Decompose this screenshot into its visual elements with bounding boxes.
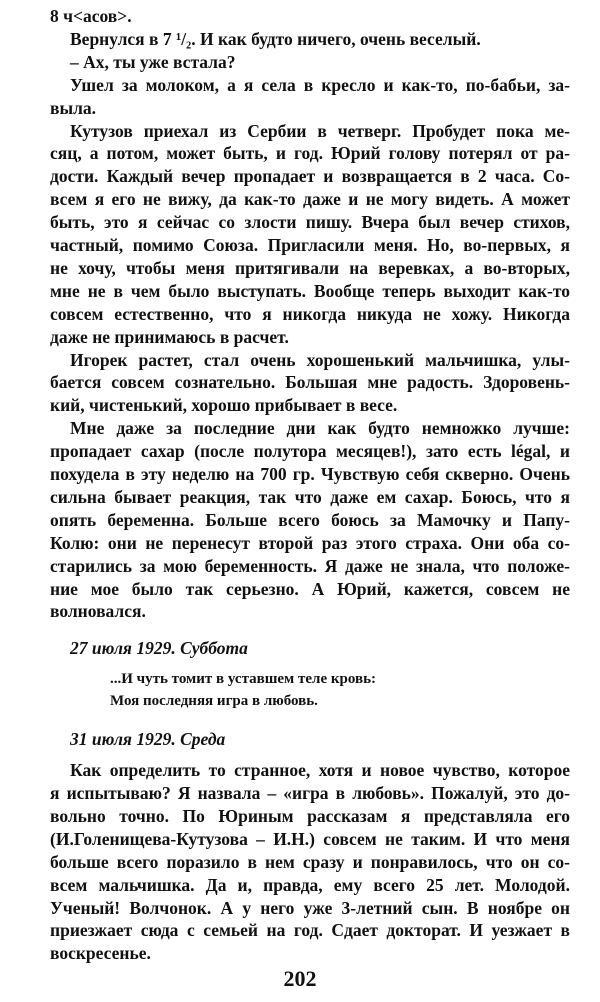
text-line: сяц, а потом, может быть, и год. Юрий голову потерял от ра-: [50, 143, 570, 164]
text-line: пропадает сахар (после полутора месяцев!), зато есть légal, и: [50, 441, 570, 462]
page-number: 202: [283, 966, 317, 991]
text-line: даже не принимаюсь в расчет.: [50, 326, 289, 347]
text-line: старились за мою беременность. Я даже не знала, что положе-: [50, 555, 570, 576]
text-line: приезжает сюда с семьей на год. Сдает докторат. И уезжает в: [50, 920, 570, 941]
text-line: больше всего поразило в нем сразу и понравилось, что он со-: [50, 851, 570, 872]
text-line: Как определить то странное, хотя и новое чувство, которое: [70, 760, 570, 781]
text-line: (И.Голенищева-Кутузова – И.Н.) совсем не таким. И что меня: [50, 828, 570, 849]
text-line: всем я его не вижу, да как-то даже и не могу видеть. А может: [50, 189, 570, 210]
text-line: Ушел за молоком, а я села в кресло и как-то, по-бабьи, за-: [70, 74, 570, 95]
text-line: – Ах, ты уже встала?: [70, 51, 236, 72]
text-line: 8 ч<асов>.: [50, 6, 132, 26]
entry-date-heading: 27 июля 1929. Суббота: [70, 638, 248, 659]
text-line: волновался.: [50, 601, 146, 622]
text-line: совсем естественно, что я никогда никуда не хожу. Никогда: [50, 303, 570, 324]
text-line: опять беременна. Больше всего боюсь за Мамочку и Папу-: [50, 509, 570, 530]
text-line: сильна бывает реакция, так что даже ем сахар. Боюсь, что я: [50, 486, 570, 507]
text-line: выла.: [50, 97, 97, 118]
text-line: кий, чистенький, хорошо прибывает в весе.: [50, 395, 398, 416]
text-line: частный, помимо Союза. Пригласили меня. Но, во-первых, я: [50, 235, 570, 255]
text-line: Вернулся в 7 ¹/₂. И как будто ничего, очень веселый.: [70, 28, 481, 49]
verse-line: ...И чуть томит в уставшем теле кровь:: [110, 671, 377, 688]
text-line: не хочу, чтобы меня притягивали на веревках, а во-вторых,: [50, 257, 570, 278]
text-line: мне не в чем было выступать. Вообще теперь выходит как-то: [50, 280, 570, 301]
text-line: я испытываю? Я назвала – «игра в любовь». Пожалуй, это до-: [50, 783, 570, 803]
text-line: быть, это я сейчас со злости пишу. Вчера был вечер стихов,: [50, 212, 570, 233]
text-line: Мне даже за последние дни как будто немножко лучше:: [70, 418, 570, 439]
text-line: Игорек растет, стал очень хорошенький мальчишка, улы-: [70, 349, 570, 370]
verse-line: Моя последняя игра в любовь.: [110, 693, 318, 710]
text-line: всем мальчишка. Да и, правда, ему всего 25 лет. Молодой.: [50, 874, 570, 895]
text-line: ние мое было так серьезно. А Юрий, кажется, совсем не: [50, 578, 570, 599]
entry-date-heading: 31 июля 1929. Среда: [70, 729, 226, 750]
text-line: дости. Каждый вечер пропадает и возвращается в 2 часа. Со-: [50, 166, 570, 187]
text-line: похудела в эту неделю на 700 гр. Чувствую себя скверно. Очень: [50, 464, 570, 484]
text-line: Кутузов приехал из Сербии в четверг. Пробудет пока ме-: [70, 120, 570, 141]
text-line: Колю: они не перенесут второй раз этого страха. Они оба со-: [50, 532, 570, 553]
text-line: вольно точно. По Юриным рассказам я представляла его: [50, 805, 570, 826]
text-line: бается совсем сознательно. Большая мне радость. Здоровень-: [50, 372, 570, 393]
text-line: Ученый! Волчонок. А у него уже 3-летний сын. В ноябре он: [50, 897, 570, 918]
text-line: воскресенье.: [50, 943, 151, 964]
